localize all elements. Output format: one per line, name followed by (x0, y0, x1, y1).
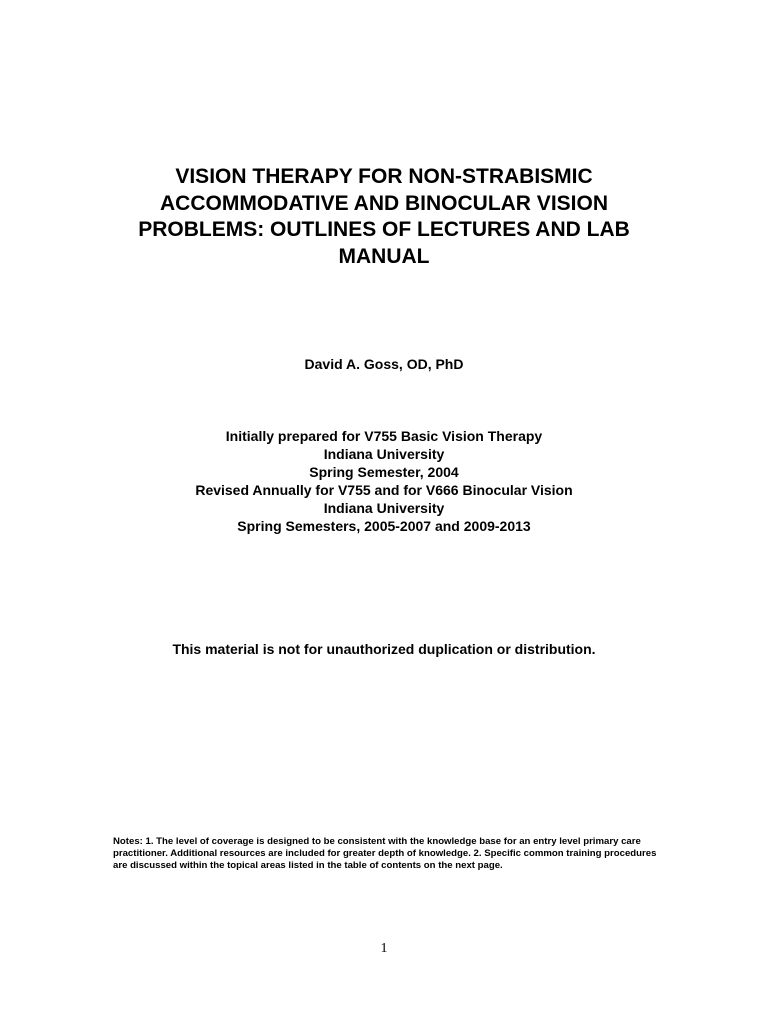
document-title (90, 164, 678, 270)
preparation-line-2: Indiana University (323, 446, 445, 462)
page-number: 1 (380, 941, 388, 956)
title-line-3: PROBLEMS: OUTLINES OF LECTURES AND LAB (138, 218, 630, 241)
title-line-1: VISION THERAPY FOR NON-STRABISMIC (175, 165, 593, 188)
title-line-2: ACCOMMODATIVE AND BINOCULAR VISION (160, 191, 608, 215)
preparation-line-3: Spring Semester, 2004 (309, 464, 459, 480)
notes-paragraph: Notes: 1. The level of coverage is designed to be consistent with the knowledge base for an entry level primary care practitioner. Additional resources are included for greater depth of knowledge. 2. Specific common training procedures are discussed within the topical areas listed in the table of contents on the next page. (113, 836, 657, 871)
preparation-info (0, 427, 768, 535)
title-line-4: MANUAL (338, 244, 430, 268)
copyright-notice: This material is not for unauthorized duplication or distribution. (172, 641, 596, 657)
preparation-line-6: Spring Semesters, 2005-2007 and 2009-2013 (237, 518, 531, 534)
author-name: David A. Goss, OD, PhD (304, 356, 464, 372)
preparation-line-1: Initially prepared for V755 Basic Vision Therapy (225, 428, 543, 444)
preparation-line-5: Indiana University (323, 500, 445, 516)
preparation-line-4: Revised Annually for V755 and for V666 Binocular Vision (195, 482, 573, 498)
